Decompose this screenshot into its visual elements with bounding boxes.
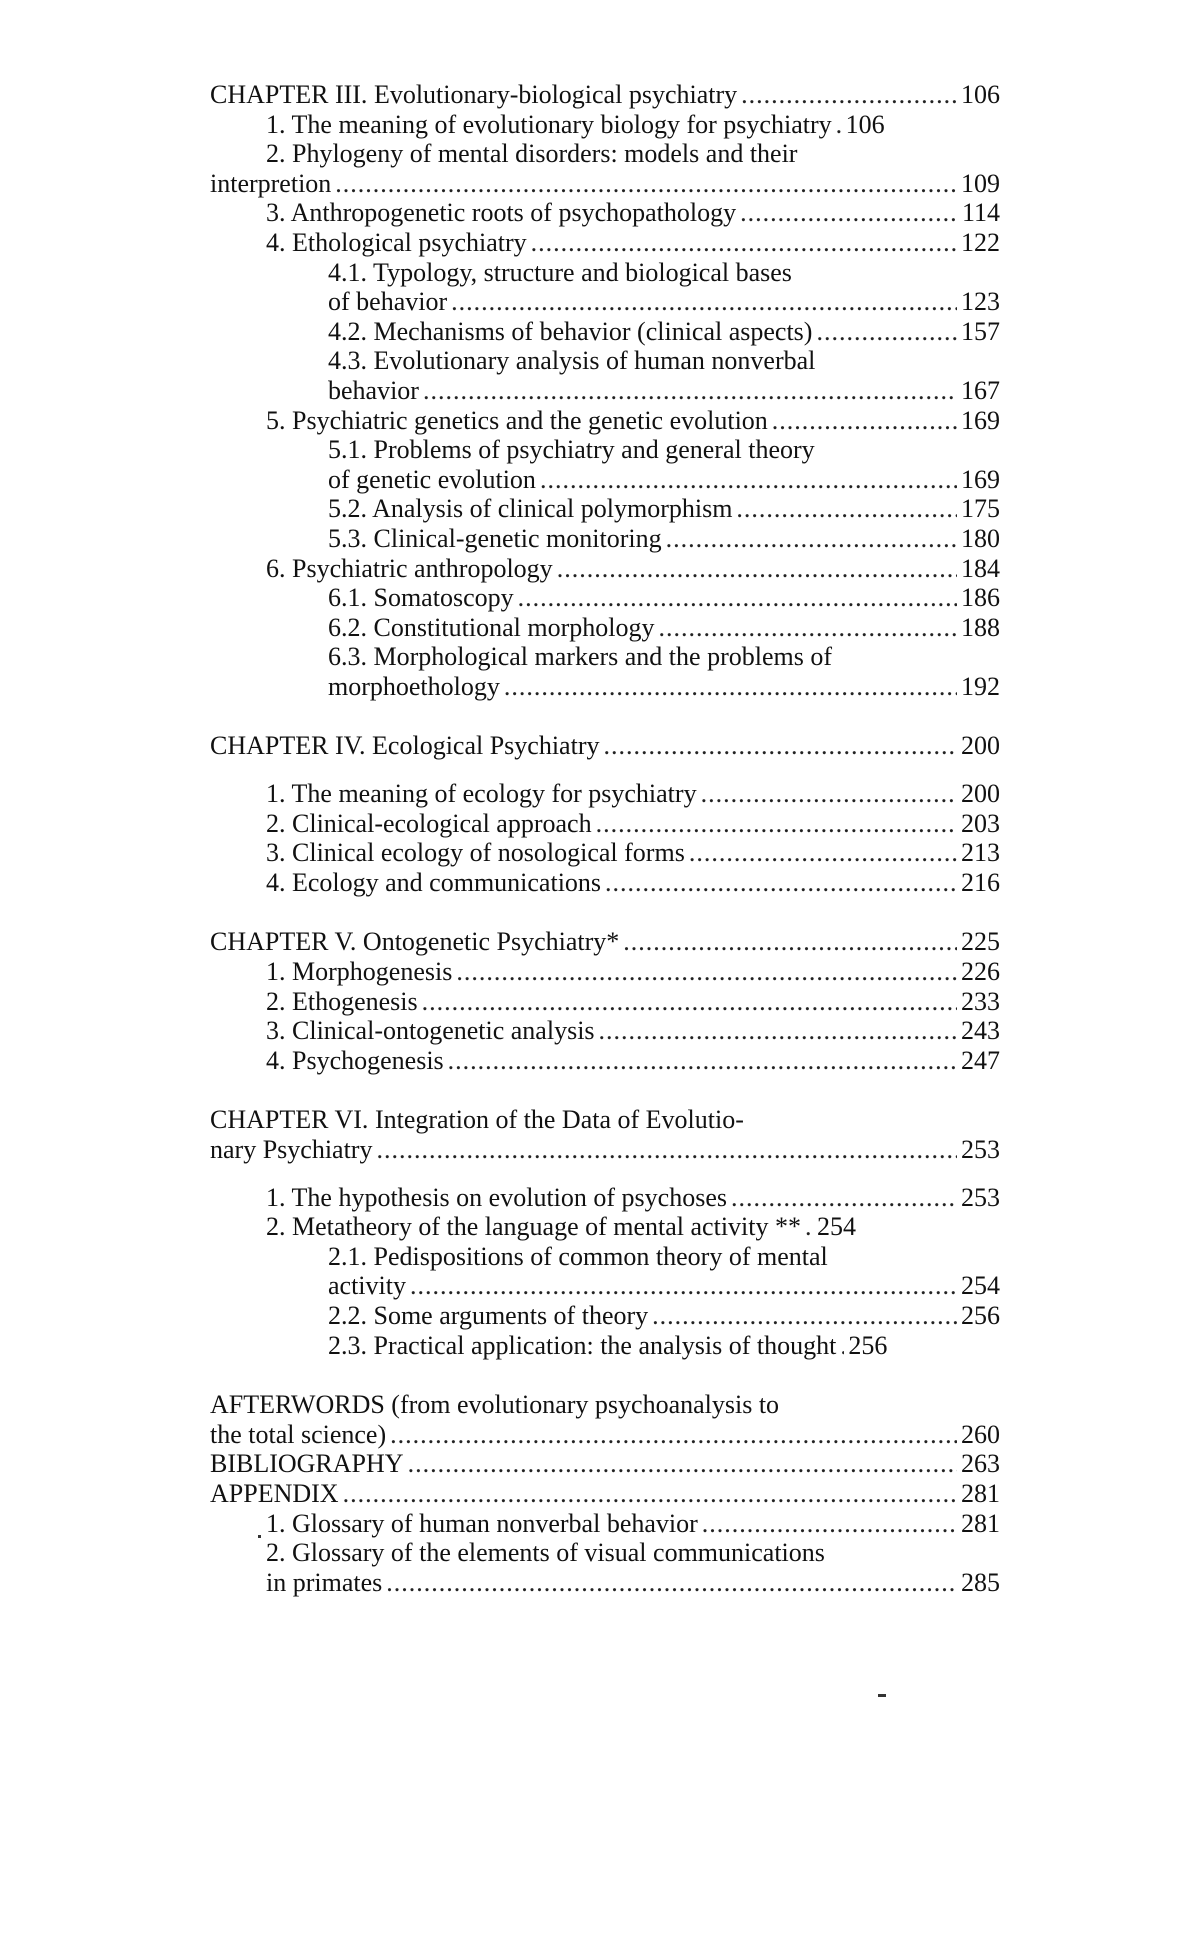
entry-title: The hypothesis on evolution of psychoses	[291, 1182, 727, 1212]
print-speck	[258, 1535, 261, 1538]
page-number: 106	[961, 80, 1000, 109]
page-number: 281	[961, 1478, 1000, 1508]
toc-subentry	[210, 583, 1000, 613]
entry-title: Psychiatric anthropology	[292, 553, 553, 583]
appendix-entry	[210, 1479, 1000, 1509]
entry-number: 5.1.	[328, 435, 367, 465]
toc-entry	[210, 957, 1000, 987]
toc-entry	[210, 1183, 1000, 1213]
entry-title: Psychogenesis	[292, 1045, 444, 1075]
chapter-label: CHAPTER IV.	[210, 731, 366, 761]
afterwords-entry	[210, 1390, 1000, 1449]
entry-title-cont: of behavior	[328, 287, 448, 317]
entry-number: 4.	[266, 227, 286, 257]
toc-entry	[210, 228, 1000, 258]
toc-subentry	[210, 435, 1000, 494]
entry-title-cont: activity	[328, 1271, 406, 1301]
entry-number: 6.3.	[328, 642, 367, 672]
entry-number: 4.3.	[328, 346, 367, 376]
page-number: 254	[961, 1271, 1000, 1301]
appendix-title: APPENDIX	[210, 1478, 339, 1508]
entry-number: 3.	[266, 1016, 286, 1046]
entry-title: The meaning of evolutionary biology for psychiatry	[291, 109, 832, 139]
entry-number: 2.	[266, 1212, 286, 1242]
chapter-3-heading	[210, 80, 1000, 110]
chapter-6-heading	[210, 1105, 1000, 1164]
entry-number: 1.	[266, 779, 286, 809]
entry-number: 5.3.	[328, 523, 367, 553]
entry-number: 2.	[266, 1538, 286, 1568]
entry-title: Clinical ecology of nosological forms	[292, 838, 685, 868]
page-number: 122	[961, 227, 1000, 257]
entry-title: Glossary of the elements of visual communications	[292, 1538, 825, 1568]
entry-title-cont: interpretion	[210, 168, 332, 198]
chapter-label: CHAPTER III.	[210, 80, 368, 109]
afterwords-title-cont: the total science)	[210, 1419, 387, 1449]
entry-title: Evolutionary analysis of human nonverbal	[373, 346, 816, 376]
toc-entry	[210, 1016, 1000, 1046]
entry-title: Ecology and communications	[292, 867, 602, 897]
toc-entry	[210, 779, 1000, 809]
entry-title-cont: in primates	[266, 1567, 383, 1597]
chapter-title: Evolutionary-biological psychiatry	[373, 80, 738, 109]
toc-subentry	[210, 1301, 1000, 1331]
page-number: 233	[961, 986, 1000, 1016]
bibliography-entry	[210, 1449, 1000, 1479]
entry-title: Phylogeny of mental disorders: models and their	[292, 139, 798, 169]
entry-number: 3.	[266, 838, 286, 868]
page-number: 254	[817, 1212, 856, 1242]
bibliography-title: BIBLIOGRAPHY	[210, 1449, 404, 1479]
page-number: 285	[961, 1567, 1000, 1597]
table-of-contents	[210, 80, 1000, 1597]
page-number: 169	[961, 464, 1000, 494]
page-number: 281	[961, 1508, 1000, 1538]
entry-title: Practical application: the analysis of thought	[373, 1330, 837, 1360]
entry-number: 1.	[266, 1182, 286, 1212]
page-number: 167	[961, 375, 1000, 405]
entry-title: The meaning of ecology for psychiatry	[291, 779, 697, 809]
page-number: 247	[961, 1045, 1000, 1075]
toc-entry	[210, 554, 1000, 584]
page-number: 263	[961, 1449, 1000, 1479]
page-number: 186	[961, 583, 1000, 613]
page-number: 203	[961, 808, 1000, 838]
entry-title: Ethological psychiatry	[292, 227, 527, 257]
toc-entry	[210, 198, 1000, 228]
entry-title: Analysis of clinical polymorphism	[372, 494, 733, 524]
toc-subentry	[210, 613, 1000, 643]
page-number: 180	[961, 523, 1000, 553]
toc-entry	[210, 110, 1000, 140]
chapter-title: Ontogenetic Psychiatry*	[362, 927, 620, 957]
chapter-5-heading	[210, 927, 1000, 957]
toc-subentry	[210, 258, 1000, 317]
entry-number: 4.	[266, 867, 286, 897]
toc-entry	[210, 1509, 1000, 1539]
page-number: 260	[961, 1419, 1000, 1449]
chapter-label: CHAPTER VI.	[210, 1105, 369, 1135]
entry-title: Clinical-ecological approach	[292, 808, 592, 838]
entry-title-cont: of genetic evolution	[328, 464, 536, 494]
chapter-4-heading	[210, 731, 1000, 761]
entry-title: Clinical-ontogenetic analysis	[292, 1016, 595, 1046]
page-number: 226	[961, 957, 1000, 987]
toc-entry	[210, 1212, 1000, 1242]
entry-title: Glossary of human nonverbal behavior	[292, 1508, 698, 1538]
entry-title: Somatoscopy	[373, 583, 514, 613]
entry-number: 5.2.	[328, 494, 367, 524]
page-number: 216	[961, 867, 1000, 897]
page-number: 114	[961, 198, 1000, 228]
entry-title: Ethogenesis	[292, 986, 418, 1016]
entry-title: Metatheory of the language of mental activity **	[292, 1212, 801, 1242]
page-number: 188	[961, 612, 1000, 642]
page-number: 253	[961, 1182, 1000, 1212]
toc-entry	[210, 406, 1000, 436]
page-number: 256	[848, 1330, 888, 1360]
page-number: 169	[961, 405, 1000, 435]
entry-title: Clinical-genetic monitoring	[373, 523, 662, 553]
entry-number: 4.2.	[328, 316, 367, 346]
toc-subentry	[210, 1331, 1000, 1361]
entry-number: 2.1.	[328, 1241, 367, 1271]
afterwords-title: AFTERWORDS (from evolutionary psychoanalysis to	[210, 1390, 780, 1420]
page-number: 157	[961, 316, 1000, 346]
entry-number: 6.	[266, 553, 286, 583]
page-number: 243	[961, 1016, 1000, 1046]
entry-title: Anthropogenetic roots of psychopathology	[290, 198, 737, 228]
entry-number: 1.	[266, 957, 286, 987]
entry-title: Pedispositions of common theory of mental	[373, 1241, 828, 1271]
print-mark	[878, 1694, 886, 1697]
entry-title: Some arguments of theory	[373, 1300, 649, 1330]
page-number: 225	[961, 927, 1000, 957]
entry-number: 4.1.	[328, 257, 367, 287]
page-number: 192	[961, 671, 1000, 701]
entry-number: 4.	[266, 1045, 286, 1075]
entry-title: Typology, structure and biological bases	[373, 257, 792, 287]
toc-entry	[210, 1538, 1000, 1597]
toc-entry	[210, 1046, 1000, 1076]
entry-number: 2.3.	[328, 1330, 367, 1360]
entry-title: Constitutional morphology	[373, 612, 655, 642]
entry-title: Morphogenesis	[292, 957, 453, 987]
entry-number: 6.1.	[328, 583, 367, 613]
toc-entry	[210, 838, 1000, 868]
toc-subentry	[210, 524, 1000, 554]
chapter-title: Integration of the Data of Evolutio-	[374, 1105, 744, 1135]
chapter-title-cont: nary Psychiatry	[210, 1135, 373, 1164]
entry-title-cont: behavior	[328, 375, 419, 405]
page-number: 253	[961, 1135, 1000, 1164]
page-number: 123	[961, 287, 1000, 317]
entry-number: 2.2.	[328, 1300, 367, 1330]
toc-subentry	[210, 1242, 1000, 1301]
chapter-label: CHAPTER V.	[210, 927, 357, 957]
page-number: 213	[961, 838, 1000, 868]
entry-number: 3.	[266, 198, 286, 228]
entry-number: 6.2.	[328, 612, 367, 642]
page-number: 200	[961, 731, 1000, 761]
toc-subentry	[210, 317, 1000, 347]
chapter-title: Ecological Psychiatry	[372, 731, 600, 761]
toc-entry	[210, 139, 1000, 169]
entry-number: 1.	[266, 109, 286, 139]
entry-title: Morphological markers and the problems of	[373, 642, 832, 672]
page-number: 184	[961, 553, 1000, 583]
entry-title: Mechanisms of behavior (clinical aspects)	[373, 316, 813, 346]
entry-number: 2.	[266, 808, 286, 838]
entry-title: Problems of psychiatry and general theory	[373, 435, 815, 465]
entry-number: 2.	[266, 986, 286, 1016]
toc-entry	[210, 809, 1000, 839]
toc-entry-continued	[210, 169, 1000, 199]
entry-title-cont: morphoethology	[328, 671, 500, 701]
entry-number: 2.	[266, 139, 286, 169]
entry-number: 5.	[266, 405, 286, 435]
toc-subentry	[210, 346, 1000, 405]
toc-subentry	[210, 642, 1000, 701]
entry-number: 1.	[266, 1508, 286, 1538]
entry-title: Psychiatric genetics and the genetic evolution	[292, 405, 768, 435]
page-number: 106	[845, 109, 885, 139]
page-number: 200	[961, 779, 1000, 809]
page-number: 175	[961, 494, 1000, 524]
toc-entry	[210, 868, 1000, 898]
page-number: 109	[961, 168, 1000, 198]
page-number: 256	[961, 1300, 1000, 1330]
toc-entry	[210, 987, 1000, 1017]
toc-subentry	[210, 494, 1000, 524]
